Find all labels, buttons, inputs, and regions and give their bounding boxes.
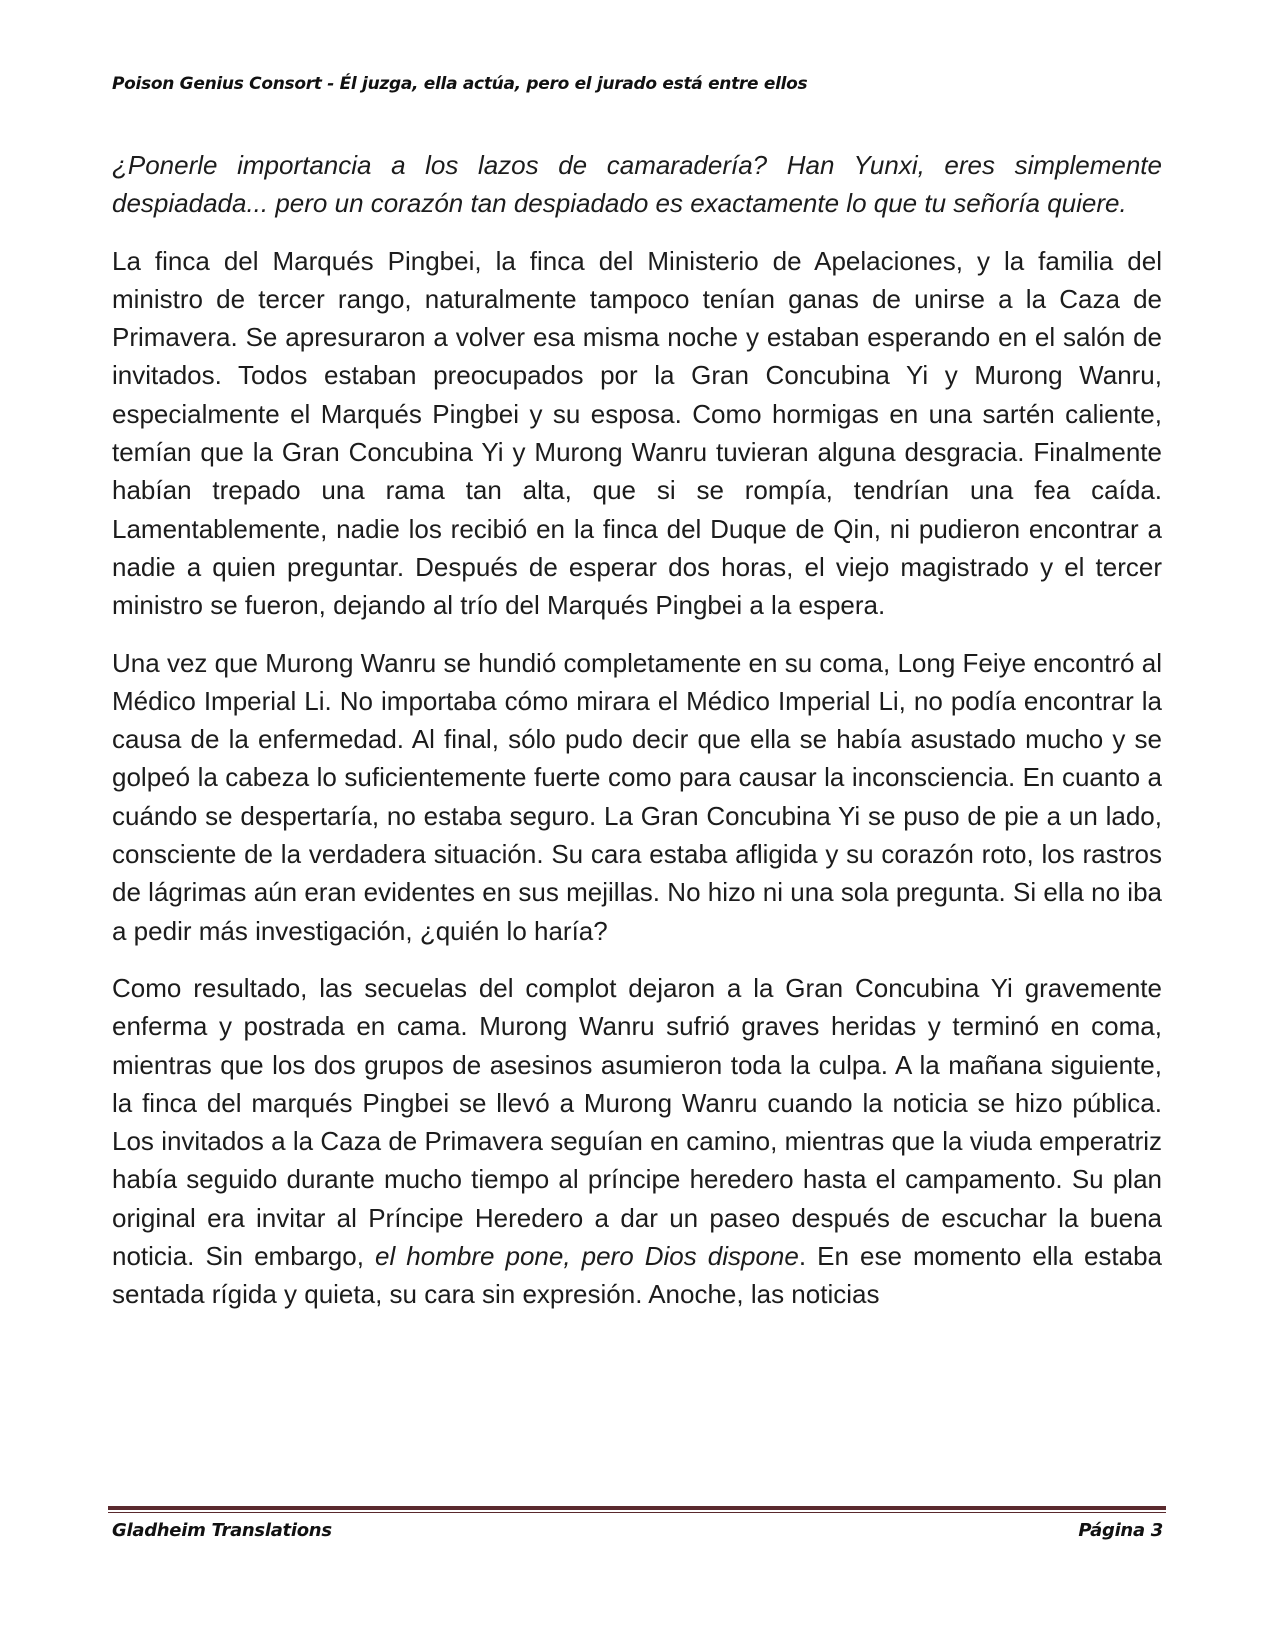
paragraph-2: La finca del Marqués Pingbei, la finca del Ministerio de Apelaciones, y la familia del ministro de tercer rango, naturalmente tampoco tenían ganas de unirse a la Caza de Primavera. Se apresuraron a volver esa misma noche y estaban esperando en el salón de invitados. Todos estaban preocupados por la Gran Concubina Yi y Murong Wanru, especialmente el Marqués Pingbei y su esposa. Como hormigas en una sartén caliente, temían que la Gran Concubina Yi y Murong Wanru tuvieran alguna desgracia. Finalmente habían trepado una rama tan alta, que si se rompía, tendrían una fea caída. Lamentablemente, nadie los recibió en la finca del Duque de Qin, ni pudieron encontrar a nadie a quien preguntar. Después de esperar dos horas, el viejo magistrado y el tercer ministro se fueron, dejando al trío del Marqués Pingbei a la espera.	[112, 245, 1162, 621]
footer-translator: Gladheim Translations	[112, 1520, 332, 1541]
footer-page-number: Página 3	[1078, 1520, 1163, 1541]
document-header-title: Poison Genius Consort - Él juzga, ella actúa, pero el jurado está entre ellos	[112, 74, 808, 94]
paragraph-4-emphasis: el hombre pone, pero Dios dispone	[374, 1241, 799, 1272]
document-body	[112, 146, 1162, 1333]
paragraph-4-text-before: Como resultado, las secuelas del complot dejaron a la Gran Concubina Yi gravemente enferma y postrada en cama. Murong Wanru sufrió graves heridas y terminó en coma, mientras que los dos grupos de asesinos asumieron toda la culpa. A la mañana siguiente, la finca del marqués Pingbei se llevó a Murong Wanru cuando la noticia se hizo pública. Los invitados a la Caza de Primavera seguían en camino, mientras que la viuda emperatriz había seguido durante mucho tiempo al príncipe heredero hasta el campamento. Su plan original era invitar al Príncipe Heredero a dar un paseo después de escuchar la buena noticia. Sin embargo,	[112, 972, 1162, 1272]
paragraph-1: ¿Ponerle importancia a los lazos de camaradería? Han Yunxi, eres simplemente despiadada... pero un corazón tan despiadado es exactamente lo que tu señoría quiere.	[112, 150, 1162, 219]
paragraph-3: Una vez que Murong Wanru se hundió completamente en su coma, Long Feiye encontró al Médico Imperial Li. No importaba cómo mirara el Médico Imperial Li, no podía encontrar la causa de la enfermedad. Al final, sólo pudo decir que ella se había asustado mucho y se golpeó la cabeza lo suficientemente fuerte como para causar la inconsciencia. En cuanto a cuándo se despertaría, no estaba seguro. La Gran Concubina Yi se puso de pie a un lado, consciente de la verdadera situación. Su cara estaba afligida y su corazón roto, los rastros de lágrimas aún eran evidentes en sus mejillas. No hizo ni una sola pregunta. Si ella no iba a pedir más investigación, ¿quién lo haría?	[112, 647, 1162, 946]
paragraph-4	[112, 969, 1162, 1314]
paragraph-4-text-after: . En ese momento ella estaba sentada rígida y quieta, su cara sin expresión. Anoche, las noticias	[112, 1241, 1163, 1310]
